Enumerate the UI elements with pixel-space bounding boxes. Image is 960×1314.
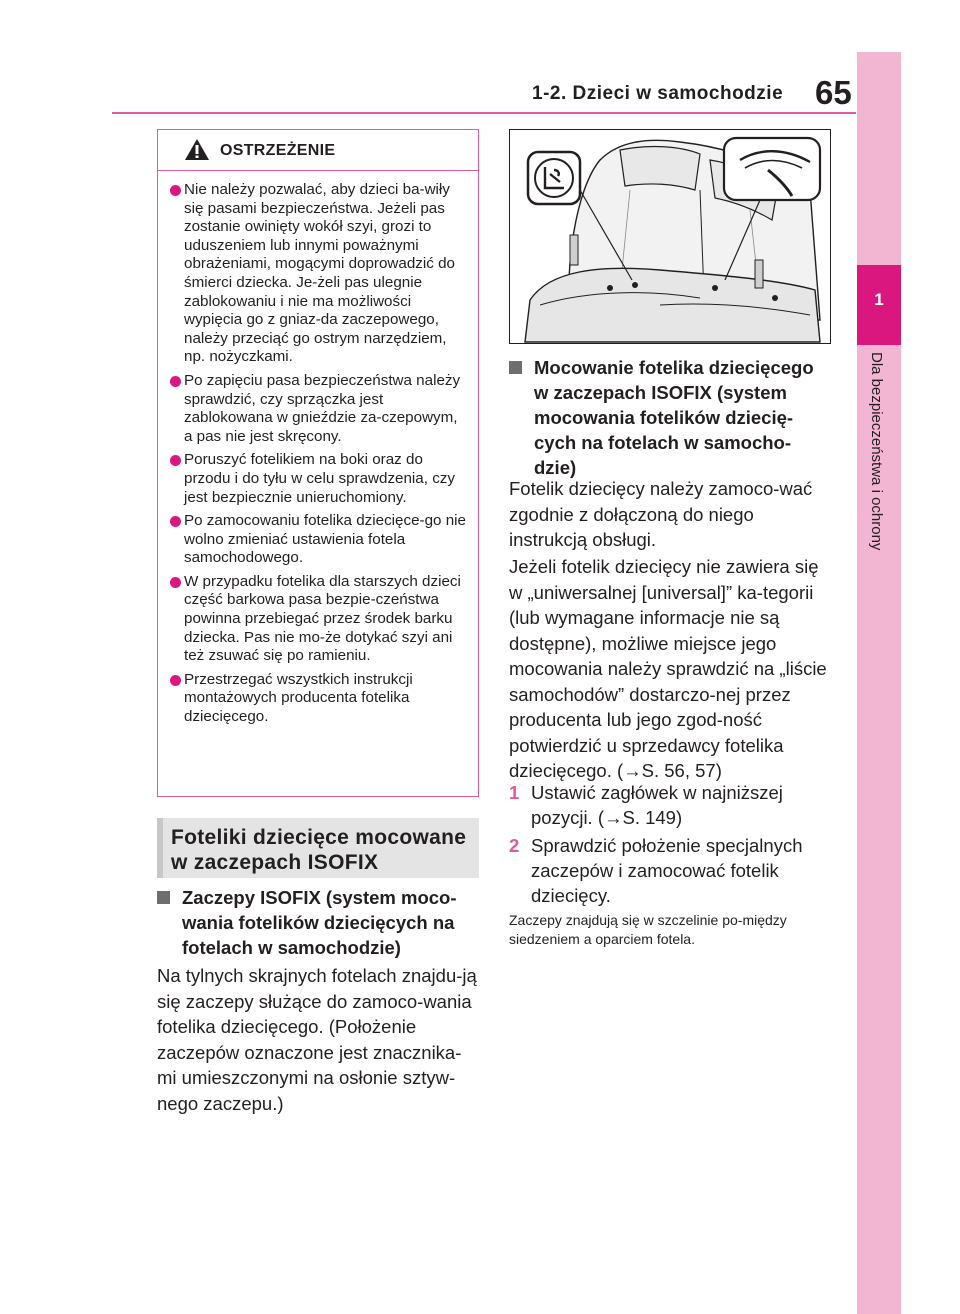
warning-title: OSTRZEŻENIE [220, 142, 336, 159]
bullet-icon [170, 455, 181, 466]
header-divider [112, 112, 856, 114]
isofix-anchors-subheading: Zaczepy ISOFIX (system moco-wania fotelików dziecięcych na fotelach w samochodzie) [157, 885, 479, 960]
warning-item: Poruszyć fotelikiem na boki oraz do przodu i do tyłu w celu sprawdzenia, czy jest bezpiecznie unieruchomiony. [170, 451, 468, 507]
isofix-anchors-paragraph: Na tylnych skrajnych fotelach znajdu-ją się zaczepy służące do zamoco-wania fotelika dziecięcego. (Położenie zaczepów oznaczone jest znacznika-mi umieszczonymi na osłonie sztyw-nego zaczepu.) [157, 965, 477, 1114]
warning-box [157, 129, 479, 797]
square-bullet-icon [157, 891, 170, 904]
warning-item: Przestrzegać wszystkich instrukcji montażowych producenta fotelika dziecięcego. [170, 671, 468, 727]
chapter-title: Dla bezpieczeństwa i ochrony [868, 352, 885, 551]
bullet-icon [170, 185, 181, 196]
chapter-side-tab [857, 52, 901, 1314]
warning-item: Po zamocowaniu fotelika dziecięce-go nie wolno zmieniać ustawienia fotela samochodowego. [170, 512, 468, 568]
warning-header [158, 130, 478, 171]
warning-item: Nie należy pozwalać, aby dzieci ba-wiły się pasami bezpieczeństwa. Jeżeli pas zostanie owinięty wokół szyi, grozi to uduszeniem lub innymi poważnymi obrażeniami, mogącymi doprowadzić do śmierci dziecka. Je-żeli pas ulegnie zablokowaniu i nie ma możliwości wypięcia go z gniaz-da zaczepowego, należy przeciąć go ostrym narzędziem, np. nożyczkami. [170, 181, 468, 367]
step-number: 1 [509, 782, 520, 803]
bullet-icon [170, 577, 181, 588]
square-bullet-icon [509, 361, 522, 374]
warning-triangle-icon [184, 138, 210, 161]
chapter-number: 1 [874, 290, 884, 309]
anchor-location-note: Zaczepy znajdują się w szczelinie po-między siedzeniem a oparciem fotela. [509, 912, 787, 947]
warning-item: W przypadku fotelika dla starszych dzieci część barkowa pasa bezpie-czeństwa powinna przebiegać przez środek barku dziecka. Pas nie mo-że dotykać szyi ani też zsuwać się po ramieniu. [170, 573, 468, 666]
running-header: 1-2. Dzieci w samochodzie [532, 83, 784, 104]
warning-item: Po zapięciu pasa bezpieczeństwa należy sprawdzić, czy sprzączka jest zablokowana w gnieździe za-czepowym, a pas nie jest skręcony. [170, 372, 468, 446]
bullet-icon [170, 675, 181, 686]
step-number: 2 [509, 835, 520, 856]
step-1: 1 Ustawić zagłówek w najniższej pozycji. (→S. 149) [509, 782, 783, 828]
mounting-paragraph-2: Jeżeli fotelik dziecięcy nie zawiera się w „uniwersalnej [universal]” ka-tegorii (lub wymagane informacje nie są dostępne), możliwe miejsce jego mocowania należy sprawdzić na „liście samochodów” dostarczo-nej przez producenta lub jego zgod-ność potwierdzić u sprzedawcy fotelika dziecięcego. (→S. 56, 57) [509, 556, 827, 781]
rear-seat-drawing [510, 130, 831, 344]
page-number: 65 [815, 74, 852, 111]
step-2: 2 Sprawdzić położenie specjalnych zaczepów i zamocować fotelik dziecięcy. [509, 835, 803, 906]
section-heading: Foteliki dziecięce mocowane w zaczepach ISOFIX [157, 818, 479, 878]
mounting-paragraph-1: Fotelik dziecięcy należy zamoco-wać zgodnie z dołączoną do niego instrukcją obsługi. [509, 478, 813, 550]
bullet-icon [170, 516, 181, 527]
isofix-seat-illustration [509, 129, 831, 344]
isofix-mounting-subheading: Mocowanie fotelika dziecięcego w zaczepach ISOFIX (system mocowania fotelików dziecię-cych na fotelach w samocho-dzie) [509, 355, 831, 480]
bullet-icon [170, 376, 181, 387]
warning-list [158, 171, 478, 727]
